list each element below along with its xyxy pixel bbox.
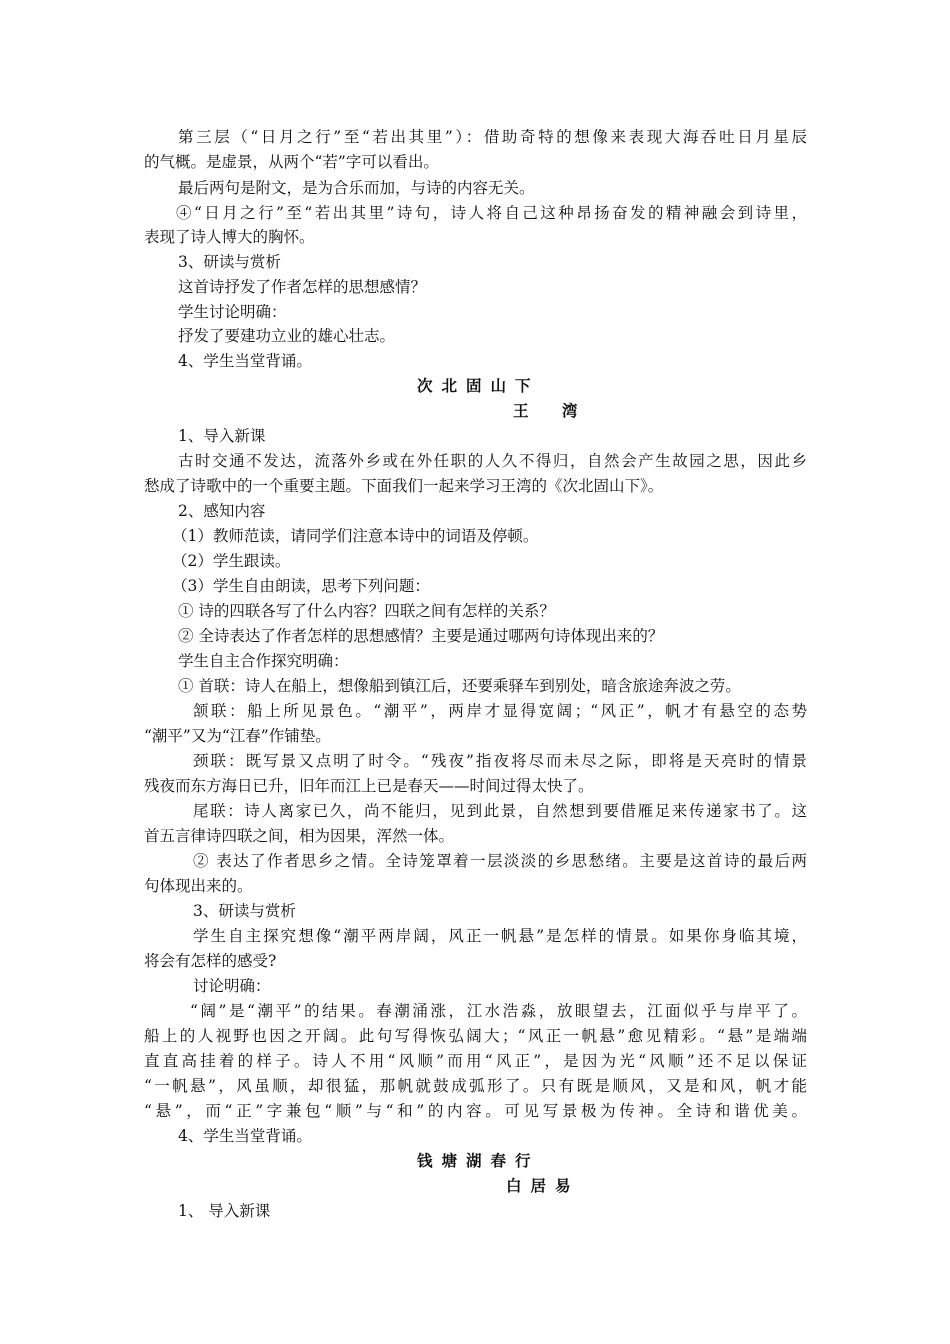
- paragraph-line: 愁成了诗歌中的一个重要主题。下面我们一起来学习王湾的《次北固山下》。: [144, 477, 664, 495]
- section-heading: 2、感知内容: [178, 502, 266, 520]
- paragraph-line: 将会有怎样的感受?: [144, 952, 277, 970]
- paragraph-line: 学生自主合作探究明确：: [178, 652, 349, 670]
- paragraph-line: 颔联：船上所见景色。“潮平”，两岸才显得宽阔；“风正”，帆才有悬空的态势: [193, 702, 807, 720]
- paragraph-line: ① 诗的四联各写了什么内容？四联之间有怎样的关系？: [178, 602, 555, 620]
- poem-title: 次北固山下: [417, 377, 540, 395]
- section-heading: 3、研读与赏析: [178, 253, 281, 271]
- section-heading: 4、学生当堂背诵。: [178, 1127, 312, 1145]
- section-heading: 4、学生当堂背诵。: [178, 352, 312, 370]
- paragraph-line: ④“日月之行”至“若出其里”诗句，诗人将自己这种昂扬奋发的精神融会到诗里，: [176, 204, 807, 222]
- poem-title: 钱塘湖春行: [417, 1152, 540, 1170]
- paragraph-line: 尾联：诗人离家已久，尚不能归，见到此景，自然想到要借雁足来传递家书了。这: [193, 802, 807, 820]
- paragraph-line: “阔”是“潮平”的结果。春潮涌涨，江水浩淼，放眼望去，江面似乎与岸平了。: [190, 1002, 807, 1020]
- paragraph-line: 第三层（“日月之行”至“若出其里”）：借助奇特的想像来表现大海吞吐日月星辰: [178, 128, 807, 146]
- paragraph-line: （2）学生跟读。: [172, 552, 291, 570]
- paragraph-line: “潮平”又为“江春”作铺垫。: [144, 727, 331, 745]
- paragraph-line: 抒发了要建功立业的雄心壮志。: [178, 327, 396, 345]
- paragraph-line: “悬”，而“正”字兼包“顺”与“和”的内容。可见写景极为传神。全诗和谐优美。: [144, 1102, 807, 1120]
- paragraph-line: 残夜而东方海日已升，旧年而江上已是春天——时间过得太快了。: [144, 777, 594, 795]
- paragraph-line: 首五言律诗四联之间，相为因果，浑然一体。: [144, 827, 455, 845]
- paragraph-line: 表现了诗人博大的胸怀。: [144, 228, 315, 246]
- paragraph-line: （3）学生自由朗读，思考下列问题：: [172, 577, 430, 595]
- paragraph-line: 学生讨论明确：: [178, 303, 287, 321]
- paragraph-line: 直直高挂着的样子。诗人不用“风顺”而用“风正”，是因为光“风顺”还不足以保证: [144, 1052, 807, 1070]
- section-heading: 1、导入新课: [178, 427, 266, 445]
- paragraph-line: 颈联：既写景又点明了时令。“残夜”指夜将尽而未尽之际，即将是天亮时的情景: [193, 752, 807, 770]
- paragraph-line: ① 首联：诗人在船上，想像船到镇江后，还要乘驿车到别处，暗含旅途奔波之劳。: [178, 677, 741, 695]
- paragraph-line: 这首诗抒发了作者怎样的思想感情？: [178, 278, 427, 296]
- paragraph-line: 学生自主探究想像“潮平两岸阔，风正一帆悬”是怎样的情景。如果你身临其境，: [193, 927, 807, 945]
- paragraph-line: 句体现出来的。: [144, 877, 253, 895]
- poem-author: 王 湾: [513, 402, 592, 420]
- paragraph-line: 最后两句是附文，是为合乐而加，与诗的内容无关。: [178, 179, 535, 197]
- paragraph-line: ② 表达了作者思乡之情。全诗笼罩着一层淡淡的乡思愁绪。主要是这首诗的最后两: [193, 852, 807, 870]
- section-heading: 1、 导入新课: [178, 1202, 271, 1220]
- paragraph-line: 的气概。是虚景，从两个“若”字可以看出。: [144, 153, 439, 171]
- poem-author: 白居易: [506, 1177, 580, 1195]
- section-heading: 3、研读与赏析: [193, 902, 296, 920]
- paragraph-line: ② 全诗表达了作者怎样的思想感情？主要是通过哪两句诗体现出来的？: [178, 627, 664, 645]
- paragraph-line: 船上的人视野也因之开阔。此句写得恢弘阔大；“风正一帆悬”愈见精彩。“悬”是端端: [144, 1027, 807, 1045]
- paragraph-line: （1）教师范读，请同学们注意本诗中的词语及停顿。: [172, 527, 539, 545]
- paragraph-line: 古时交通不发达，流落外乡或在外任职的人久不得归，自然会产生故园之思，因此乡: [178, 452, 807, 470]
- paragraph-line: “一帆悬”，风虽顺，却很猛，那帆就鼓成弧形了。只有既是顺风，又是和风，帆才能: [144, 1077, 807, 1095]
- paragraph-line: 讨论明确：: [193, 977, 271, 995]
